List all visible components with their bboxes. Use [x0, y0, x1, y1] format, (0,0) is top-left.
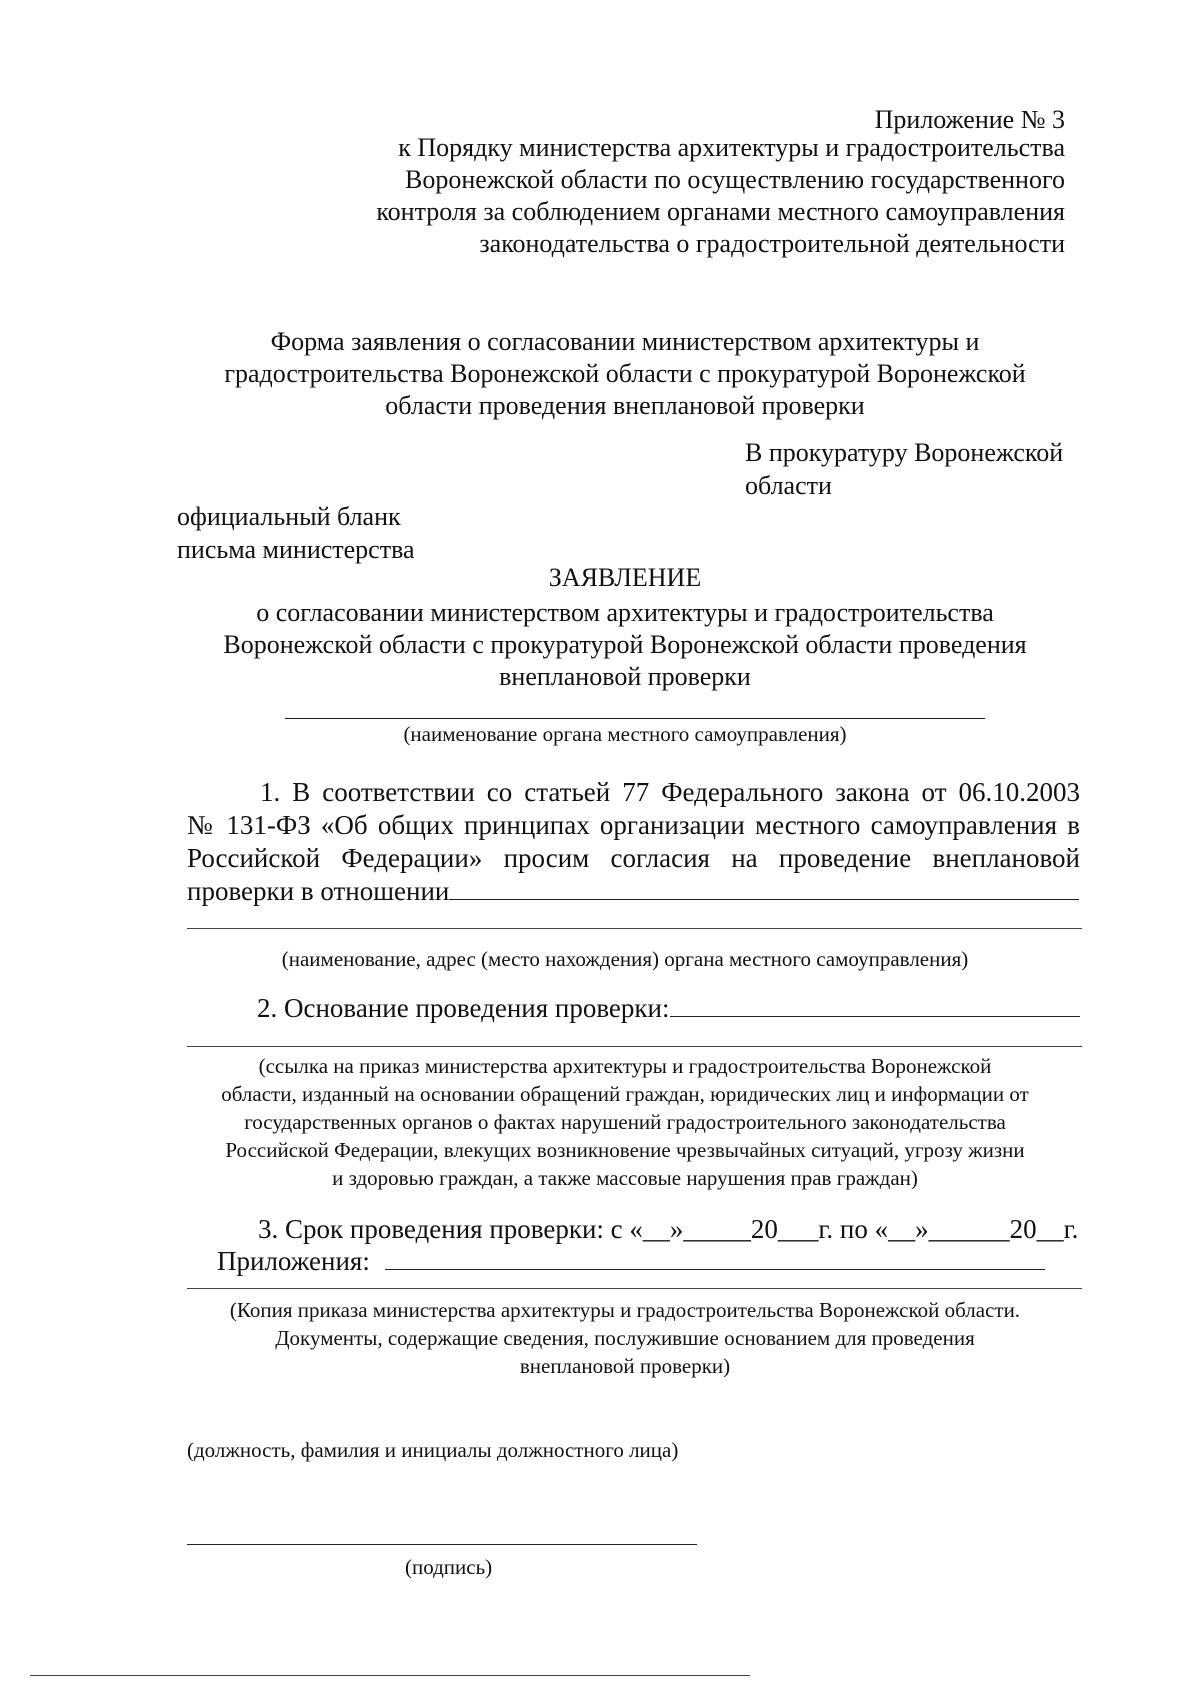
item3-term-line[interactable]: 3. Срок проведения проверки: с «__»_____20___г. по «__»______20__г. [258, 1214, 1079, 1244]
item2-label: 2. Основание проведения проверки: [257, 993, 670, 1023]
item2-caption-5: и здоровью граждан, а также массовые нарушения прав граждан) [332, 1166, 918, 1190]
attachments-line [217, 1244, 1045, 1278]
appendix-line-4: законодательства о градостроительной деятельности [479, 229, 1065, 258]
attachments-caption-3: внеплановой проверки) [519, 1354, 731, 1378]
attachments-caption-2: Документы, содержащие сведения, послужившие основанием для проведения [275, 1326, 975, 1350]
item1-line-4 [187, 874, 1079, 908]
attachments-caption-1: (Копия приказа министерства архитектуры и градостроительства Воронежской области. [229, 1298, 1021, 1322]
addressee-line-2: области [745, 471, 832, 500]
appendix-line-2: Воронежской области по осуществлению государственного [405, 165, 1065, 194]
item1-last-label: проверки в отношении [187, 876, 450, 906]
appendix-number: Приложение № 3 [874, 105, 1065, 134]
statement-line-1: о согласовании министерством архитектуры и градостроительства [256, 598, 994, 627]
attachments-field[interactable] [385, 1245, 1045, 1270]
blank-line-2: письма министерства [177, 535, 415, 564]
statement-title: ЗАЯВЛЕНИЕ [548, 563, 702, 592]
form-title-line-3: области проведения внеплановой проверки [385, 391, 865, 420]
signature-caption: (подпись) [405, 1555, 493, 1579]
attachments-label: Приложения: [217, 1246, 370, 1276]
attachments-line-2[interactable] [187, 1288, 1082, 1289]
item2-line [257, 991, 1080, 1025]
municipality-name-line[interactable] [285, 718, 985, 719]
item2-caption-4: Российской Федерации, влекущих возникновение чрезвычайных ситуаций, угрозу жизни [225, 1138, 1025, 1162]
item2-basis-line-2[interactable] [187, 1046, 1082, 1047]
form-title-line-1: Форма заявления о согласовании министерством архитектуры и [270, 327, 980, 356]
item2-caption-3: государственных органов о фактах нарушений градостроительного законодательства [244, 1110, 1006, 1134]
item1-line-2: № 131-ФЗ «Об общих принципах организации местного самоуправления в [187, 810, 1080, 840]
item1-caption: (наименование, адрес (место нахождения) органа местного самоуправления) [281, 947, 969, 971]
statement-line-3: внеплановой проверки [499, 662, 751, 691]
statement-line-2: Воронежской области с прокуратурой Воронежской области проведения [223, 630, 1027, 659]
blank-line-1: официальный бланк [177, 502, 401, 531]
official-caption: (должность, фамилия и инициалы должностного лица) [187, 1438, 679, 1462]
item1-line-3: Российской Федерации» просим согласия на проведение внеплановой [187, 843, 1080, 873]
appendix-line-1: к Порядку министерства архитектуры и градостроительства [398, 133, 1065, 162]
item1-target-field[interactable] [449, 875, 1079, 900]
item1-line-1: 1. В соответствии со статьей 77 Федерального закона от 06.10.2003 [260, 777, 1080, 807]
item2-caption-2: области, изданный на основании обращений граждан, юридических лиц и информации от [221, 1082, 1029, 1106]
municipality-name-caption: (наименование органа местного самоуправления) [403, 722, 847, 746]
page-bottom-rule [30, 1675, 750, 1676]
addressee-line-1: В прокуратуру Воронежской [745, 438, 1064, 467]
item2-caption-1: (ссылка на приказ министерства архитектуры и градостроительства Воронежской [258, 1054, 992, 1078]
signature-line[interactable] [187, 1544, 697, 1545]
item2-basis-field[interactable] [670, 992, 1080, 1017]
appendix-line-3: контроля за соблюдением органами местного самоуправления [376, 197, 1065, 226]
item1-target-line-2[interactable] [187, 928, 1082, 929]
form-title-line-2: градостроительства Воронежской области с прокуратурой Воронежской [224, 359, 1026, 388]
